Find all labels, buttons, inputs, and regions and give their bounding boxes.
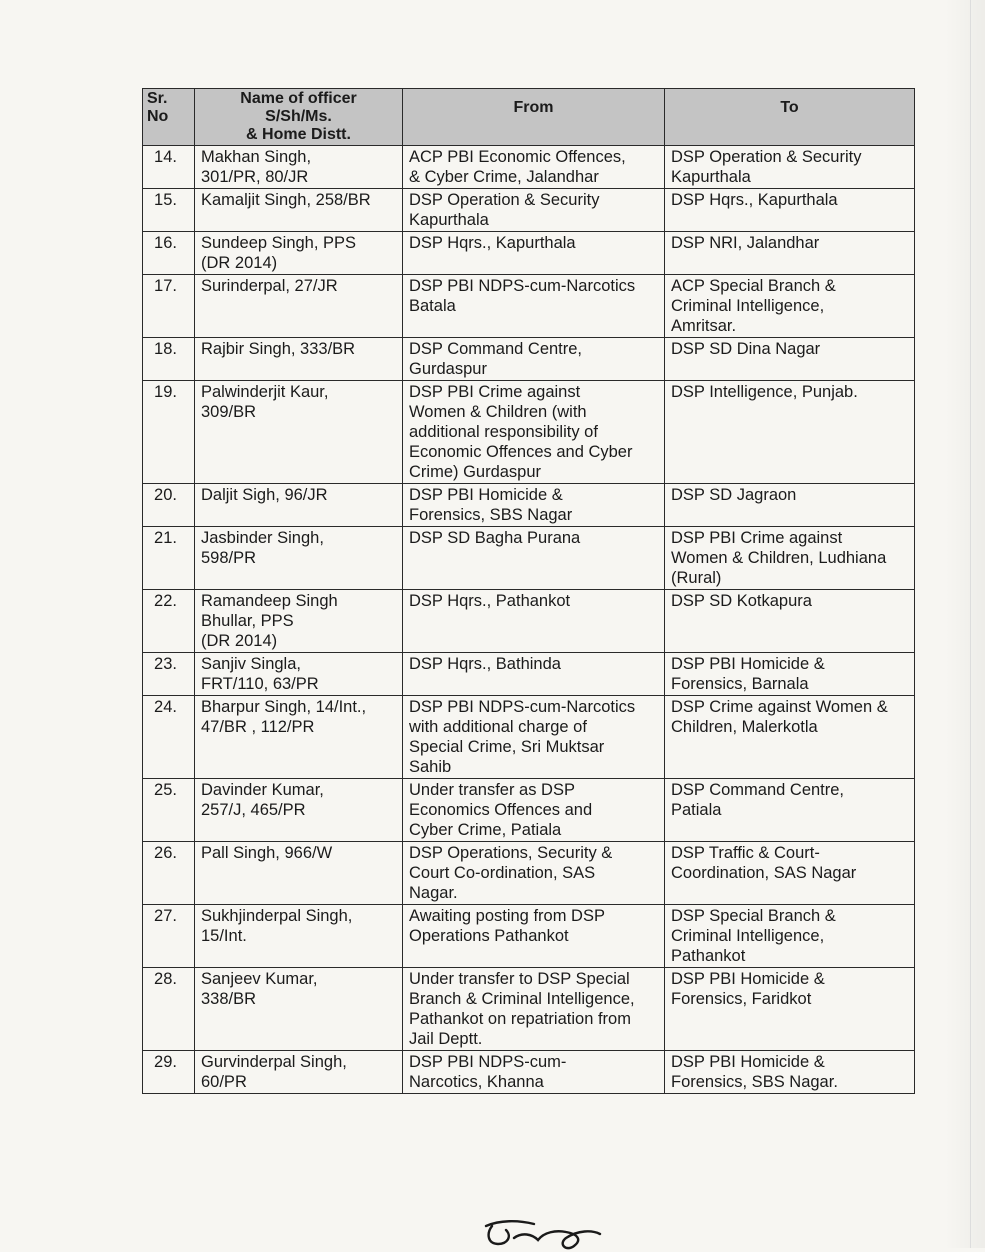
to-posting-cell (665, 905, 915, 968)
cell-line: Cyber Crime, Patiala (409, 821, 562, 839)
cell-line: DSP Command Centre, (671, 781, 845, 799)
from-posting-cell (403, 968, 665, 1051)
cell-line: Daljit Sigh, 96/JR (201, 486, 328, 504)
cell-line: DSP Traffic & Court- (671, 844, 820, 862)
cell-line: Sanjiv Singla, (201, 655, 301, 673)
cell-line: DSP PBI Homicide & (671, 970, 825, 988)
cell-line: Special Crime, Sri Muktsar (409, 738, 605, 756)
to-posting-cell (665, 381, 915, 484)
cell-line: DSP SD Kotkapura (671, 592, 812, 610)
cell-line: Bhullar, PPS (201, 612, 294, 630)
cell-line: DSP Intelligence, Punjab. (671, 383, 858, 401)
table-row (143, 905, 915, 968)
from-posting-cell (403, 146, 665, 189)
officer-name-cell (195, 527, 403, 590)
cell-line: DSP SD Dina Nagar (671, 340, 821, 358)
to-posting-cell (665, 1051, 915, 1094)
officer-name-cell (195, 842, 403, 905)
table-row (143, 590, 915, 653)
cell-line: & Home Distt. (246, 126, 351, 143)
sr-no-cell: 18. (143, 338, 195, 381)
cell-line: 309/BR (201, 403, 257, 421)
cell-line: Women & Children, Ludhiana (671, 549, 887, 567)
cell-line: 60/PR (201, 1073, 247, 1091)
sr-no-cell: 27. (143, 905, 195, 968)
from-posting-cell (403, 275, 665, 338)
officer-name-cell (195, 338, 403, 381)
cell-line: Makhan Singh, (201, 148, 312, 166)
cell-line: DSP Crime against Women & (671, 698, 888, 716)
cell-line: Gurdaspur (409, 360, 487, 378)
sr-no-cell: 25. (143, 779, 195, 842)
sr-no-cell: 29. (143, 1051, 195, 1094)
table-row (143, 842, 915, 905)
cell-line: 47/BR , 112/PR (201, 718, 315, 736)
table-body (143, 146, 915, 1094)
officer-name-cell (195, 590, 403, 653)
cell-line: with additional charge of (409, 718, 587, 736)
cell-line: Jasbinder Singh, (201, 529, 324, 547)
cell-line: Court Co-ordination, SAS (409, 864, 596, 882)
cell-line: 15/Int. (201, 927, 247, 945)
cell-line: DSP Operation & Security (671, 148, 862, 166)
cell-line: Children, Malerkotla (671, 718, 818, 736)
to-posting-cell (665, 779, 915, 842)
cell-line: FRT/110, 63/PR (201, 675, 319, 693)
cell-line: 598/PR (201, 549, 257, 567)
cell-line: Name of officer (240, 90, 357, 107)
cell-line: Awaiting posting from DSP (409, 907, 605, 925)
officer-name-cell (195, 275, 403, 338)
cell-line: Branch & Criminal Intelligence, (409, 990, 635, 1008)
table-row (143, 653, 915, 696)
table-row (143, 527, 915, 590)
cell-line: Ramandeep Singh (201, 592, 338, 610)
from-posting-cell (403, 779, 665, 842)
from-posting-cell (403, 696, 665, 779)
signature-icon (478, 1208, 618, 1252)
cell-line: Sr. (147, 90, 168, 107)
cell-line: ACP Special Branch & (671, 277, 836, 295)
cell-line: DSP Special Branch & (671, 907, 836, 925)
table-row (143, 275, 915, 338)
cell-line: (DR 2014) (201, 254, 278, 272)
cell-line: Batala (409, 297, 456, 315)
table-row (143, 968, 915, 1051)
from-posting-cell (403, 653, 665, 696)
from-posting-cell (403, 484, 665, 527)
cell-line: Women & Children (with (409, 403, 587, 421)
cell-line: DSP PBI Crime against (671, 529, 843, 547)
cell-line: Palwinderjit Kaur, (201, 383, 329, 401)
cell-line: Kapurthala (409, 211, 489, 229)
cell-line: S/Sh/Ms. (265, 108, 332, 125)
cell-line: Criminal Intelligence, (671, 927, 825, 945)
cell-line: Surinderpal, 27/JR (201, 277, 338, 295)
cell-line: Davinder Kumar, (201, 781, 324, 799)
table-row (143, 381, 915, 484)
cell-line: Sahib (409, 758, 452, 776)
to-posting-cell (665, 146, 915, 189)
cell-line: Forensics, SBS Nagar. (671, 1073, 838, 1091)
officer-name-cell (195, 381, 403, 484)
cell-line: DSP PBI NDPS-cum-Narcotics (409, 698, 636, 716)
cell-line: DSP Operation & Security (409, 191, 600, 209)
cell-line: Jail Deptt. (409, 1030, 483, 1048)
cell-line: additional responsibility of (409, 423, 598, 441)
cell-line: Kapurthala (671, 168, 751, 186)
sr-no-cell: 20. (143, 484, 195, 527)
from-posting-cell (403, 189, 665, 232)
cell-line: (Rural) (671, 569, 722, 587)
sr-no-cell: 19. (143, 381, 195, 484)
officer-name-cell (195, 968, 403, 1051)
cell-line: Economics Offences and (409, 801, 593, 819)
cell-line: DSP PBI Homicide & (671, 655, 825, 673)
cell-line: Crime) Gurdaspur (409, 463, 542, 481)
cell-line: Amritsar. (671, 317, 737, 335)
officer-name-cell (195, 696, 403, 779)
cell-line: DSP NRI, Jalandhar (671, 234, 820, 252)
cell-line: ACP PBI Economic Offences, (409, 148, 626, 166)
header-sr-no (143, 89, 195, 146)
cell-line: Kamaljit Singh, 258/BR (201, 191, 371, 209)
page-edge-shadow (945, 0, 985, 1248)
officer-name-cell (195, 232, 403, 275)
sr-no-cell: 26. (143, 842, 195, 905)
officer-name-cell (195, 1051, 403, 1094)
to-posting-cell (665, 527, 915, 590)
sr-no-cell: 22. (143, 590, 195, 653)
cell-line: Pathankot on repatriation from (409, 1010, 631, 1028)
cell-line: 257/J, 465/PR (201, 801, 306, 819)
officer-name-cell (195, 146, 403, 189)
table-row (143, 189, 915, 232)
cell-line: Forensics, SBS Nagar (409, 506, 573, 524)
header-from: From (403, 89, 665, 146)
to-posting-cell (665, 232, 915, 275)
cell-line: Patiala (671, 801, 722, 819)
table-row (143, 146, 915, 189)
cell-line: DSP PBI Homicide & (671, 1053, 825, 1071)
to-posting-cell (665, 842, 915, 905)
cell-line: Narcotics, Khanna (409, 1073, 544, 1091)
table-row (143, 338, 915, 381)
sr-no-cell: 23. (143, 653, 195, 696)
from-posting-cell (403, 527, 665, 590)
cell-line: (DR 2014) (201, 632, 278, 650)
cell-line: Forensics, Faridkot (671, 990, 812, 1008)
cell-line: 338/BR (201, 990, 257, 1008)
sr-no-cell: 15. (143, 189, 195, 232)
to-posting-cell (665, 696, 915, 779)
to-posting-cell (665, 275, 915, 338)
cell-line: DSP Hqrs., Kapurthala (409, 234, 576, 252)
officer-name-cell (195, 189, 403, 232)
officer-name-cell (195, 484, 403, 527)
cell-line: Sundeep Singh, PPS (201, 234, 357, 252)
cell-line: Bharpur Singh, 14/Int., (201, 698, 367, 716)
cell-line: DSP PBI NDPS-cum-Narcotics (409, 277, 636, 295)
cell-line: Pathankot (671, 947, 746, 965)
cell-line: Criminal Intelligence, (671, 297, 825, 315)
sr-no-cell: 24. (143, 696, 195, 779)
from-posting-cell (403, 338, 665, 381)
table-row (143, 1051, 915, 1094)
cell-line: DSP Operations, Security & (409, 844, 613, 862)
officer-name-cell (195, 905, 403, 968)
table-row (143, 232, 915, 275)
cell-line: DSP SD Bagha Purana (409, 529, 581, 547)
cell-line: Rajbir Singh, 333/BR (201, 340, 356, 358)
cell-line: 301/PR, 80/JR (201, 168, 309, 186)
cell-line: DSP PBI Homicide & (409, 486, 563, 504)
from-posting-cell (403, 1051, 665, 1094)
from-posting-cell (403, 905, 665, 968)
officer-name-cell (195, 779, 403, 842)
to-posting-cell (665, 968, 915, 1051)
header-officer-name (195, 89, 403, 146)
to-posting-cell (665, 338, 915, 381)
cell-line: Sukhjinderpal Singh, (201, 907, 353, 925)
sr-no-cell: 17. (143, 275, 195, 338)
sr-no-cell: 16. (143, 232, 195, 275)
sr-no-cell: 21. (143, 527, 195, 590)
from-posting-cell (403, 381, 665, 484)
to-posting-cell (665, 653, 915, 696)
cell-line: DSP Hqrs., Pathankot (409, 592, 571, 610)
to-posting-cell (665, 189, 915, 232)
header-to: To (665, 89, 915, 146)
officer-name-cell (195, 653, 403, 696)
table-row (143, 696, 915, 779)
from-posting-cell (403, 842, 665, 905)
cell-line: Pall Singh, 966/W (201, 844, 333, 862)
cell-line: Under transfer as DSP (409, 781, 575, 799)
from-posting-cell (403, 232, 665, 275)
sr-no-cell: 14. (143, 146, 195, 189)
cell-line: DSP SD Jagraon (671, 486, 797, 504)
cell-line: & Cyber Crime, Jalandhar (409, 168, 599, 186)
cell-line: No (147, 108, 169, 125)
from-posting-cell (403, 590, 665, 653)
to-posting-cell (665, 484, 915, 527)
cell-line: Forensics, Barnala (671, 675, 809, 693)
cell-line: DSP Hqrs., Kapurthala (671, 191, 838, 209)
cell-line: Coordination, SAS Nagar (671, 864, 857, 882)
page-margin-line (970, 0, 971, 1248)
cell-line: DSP PBI Crime against (409, 383, 581, 401)
table-row (143, 779, 915, 842)
table-row (143, 484, 915, 527)
cell-line: DSP PBI NDPS-cum- (409, 1053, 567, 1071)
cell-line: Sanjeev Kumar, (201, 970, 318, 988)
cell-line: Gurvinderpal Singh, (201, 1053, 347, 1071)
cell-line: Nagar. (409, 884, 458, 902)
to-posting-cell (665, 590, 915, 653)
cell-line: Economic Offences and Cyber (409, 443, 633, 461)
cell-line: Operations Pathankot (409, 927, 569, 945)
transfer-table (142, 88, 915, 1094)
cell-line: DSP Hqrs., Bathinda (409, 655, 561, 673)
cell-line: DSP Command Centre, (409, 340, 583, 358)
sr-no-cell: 28. (143, 968, 195, 1051)
table-header-row (143, 89, 915, 146)
cell-line: Under transfer to DSP Special (409, 970, 630, 988)
